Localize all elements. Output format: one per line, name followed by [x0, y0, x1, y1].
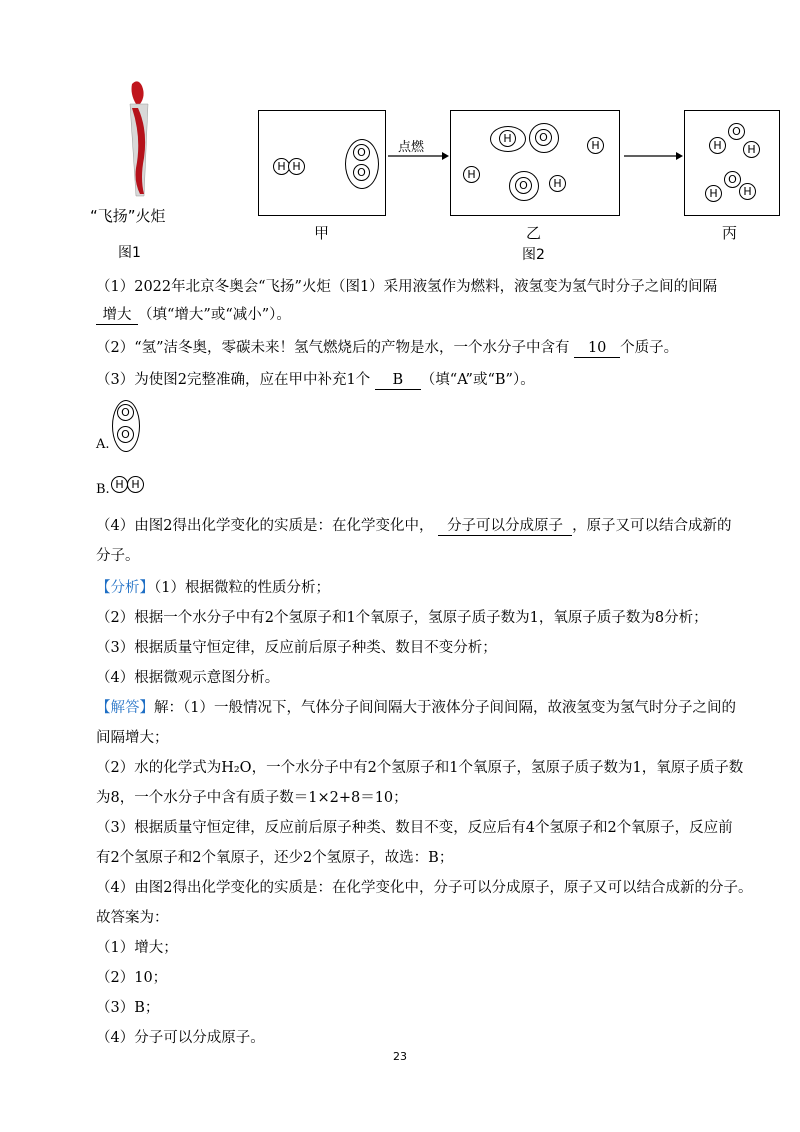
- oxygen-atom: O: [353, 164, 370, 181]
- hydrogen-atom: H: [127, 476, 144, 493]
- oxygen-atom: O: [117, 426, 134, 443]
- ignite-label: 点燃: [398, 140, 425, 155]
- analysis-line-3: （3）根据质量守恒定律，反应前后原子种类、数目不变分析；: [96, 640, 497, 656]
- option-a-label: A.: [96, 437, 110, 452]
- question-4-cont: 分子。: [96, 548, 140, 564]
- question-1: （1）2022年北京冬奥会“飞扬”火炬（图1）采用液氢作为燃料，液氢变为氢气时分子之间的间隔: [96, 279, 718, 295]
- torch-illustration: [118, 78, 158, 198]
- hydrogen-atom: H: [273, 158, 290, 175]
- analysis-line-4: （4）根据微观示意图分析。: [96, 670, 280, 686]
- oxygen-atom: O: [515, 177, 532, 194]
- page-number: 23: [393, 1050, 407, 1063]
- torch-caption: “飞扬”火炬: [90, 207, 166, 225]
- solution-line-7: （4）由图2得出化学变化的实质是：在化学变化中，分子可以分成原子，原子又可以结合成新的分子。: [96, 880, 753, 896]
- answer-3: （3）B；: [96, 1000, 160, 1016]
- box-yi: [450, 110, 620, 216]
- hydrogen-atom: H: [549, 175, 566, 192]
- label-bing: 丙: [722, 224, 738, 242]
- hydrogen-atom: H: [705, 185, 722, 202]
- label-yi: 乙: [526, 224, 542, 242]
- analysis-line-1: 【分析】（1）根据微粒的性质分析；: [96, 580, 330, 596]
- option-b-label: B.: [96, 482, 110, 497]
- box-jia: [258, 110, 386, 216]
- reaction-arrow-icon: [386, 150, 450, 162]
- q4-answer: 分子可以分成原子: [438, 517, 572, 536]
- q3-answer: B: [375, 371, 421, 390]
- label-jia: 甲: [314, 224, 330, 242]
- hydrogen-atom: H: [463, 166, 480, 183]
- hydrogen-atom: H: [709, 137, 726, 154]
- solution-line-6: 有2个氢原子和2个氧原子，还少2个氢原子，故选：B；: [96, 850, 454, 866]
- hydrogen-atom: H: [111, 476, 128, 493]
- solution-line-8: 故答案为：: [96, 910, 169, 926]
- hydrogen-atom: H: [499, 130, 516, 147]
- oxygen-atom: O: [535, 129, 552, 146]
- oxygen-atom: O: [117, 404, 134, 421]
- hydrogen-atom: H: [288, 158, 305, 175]
- oxygen-atom: O: [353, 144, 370, 161]
- analysis-tag: 【分析】: [96, 580, 154, 596]
- solution-tag: 【解答】: [96, 700, 154, 716]
- analysis-line-2: （2）根据一个水分子中有2个氢原子和1个氧原子，氢原子质子数为1，氧原子质子数为8分析；: [96, 610, 708, 626]
- product-arrow-icon: [622, 150, 684, 162]
- oxygen-atom: O: [724, 171, 741, 188]
- hydrogen-atom: H: [587, 137, 604, 154]
- oxygen-atom: O: [728, 123, 745, 140]
- hydrogen-atom: H: [739, 183, 756, 200]
- hydrogen-atom: H: [743, 141, 760, 158]
- box-bing: [684, 110, 780, 216]
- question-2: （2）“氢”洁冬奥，零碳未来！氢气燃烧后的产物是水，一个水分子中含有 10 个质子。: [96, 340, 679, 356]
- solution-line-5: （3）根据质量守恒定律，反应前后原子种类、数目不变，反应后有4个氢原子和2个氧原子，反应前: [96, 820, 733, 836]
- answer-1: （1）增大；: [96, 940, 178, 956]
- figure1-label: 图1: [118, 245, 141, 261]
- solution-line-1: 【解答】解：（1）一般情况下，气体分子间间隔大于液体分子间间隔，故液氢变为氢气时分子之间的: [96, 700, 736, 716]
- question-1-answer-line: 增大 （填“增大”或“减小”）。: [96, 305, 291, 325]
- solution-line-2: 间隔增大；: [96, 730, 169, 746]
- solution-line-4: 为8，一个水分子中含有质子数＝1×2+8＝10；: [96, 790, 408, 806]
- solution-line-3: （2）水的化学式为H₂O，一个水分子中有2个氢原子和1个氧原子，氢原子质子数为1，氧原子质子数: [96, 760, 744, 776]
- q1-answer: 增大: [96, 306, 138, 325]
- answer-4: （4）分子可以分成原子。: [96, 1030, 265, 1046]
- question-3: （3）为使图2完整准确，应在甲中补充1个 B （填“A”或“B”）。: [96, 372, 535, 388]
- question-4: （4）由图2得出化学变化的实质是：在化学变化中， 分子可以分成原子 ，原子又可以结合成新的: [96, 518, 732, 534]
- figure2-label: 图2: [522, 247, 545, 263]
- answer-2: （2）10；: [96, 970, 168, 986]
- q2-answer: 10: [574, 339, 620, 358]
